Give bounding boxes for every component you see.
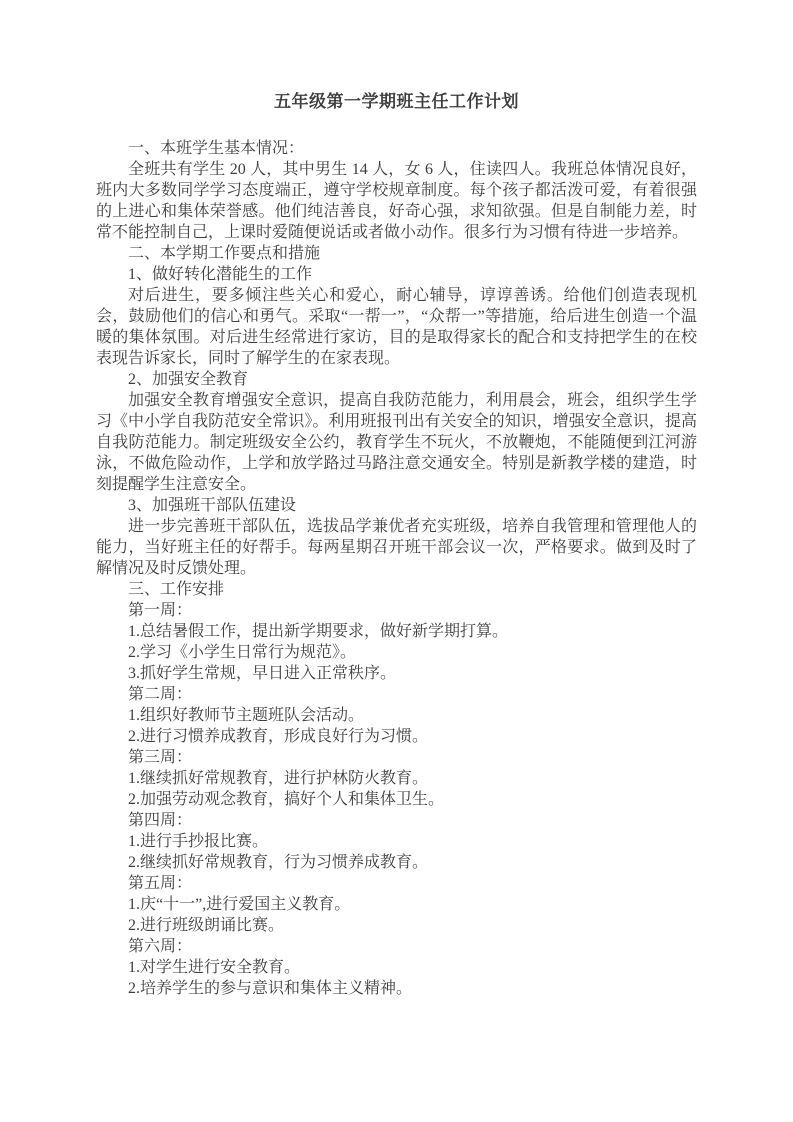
paragraph: 3、加强班干部队伍建设 — [128, 497, 297, 514]
paragraph: 一、本班学生基本情况： — [128, 140, 305, 157]
paragraph: 1.总结暑假工作，提出新学期要求，做好新学期打算。 — [128, 623, 509, 640]
paragraph: 三、工作安排 — [128, 581, 225, 598]
paragraph: 2.学习《小学生日常行为规范》。 — [128, 644, 357, 661]
paragraph: 2.继续抓好常规教育，行为习惯养成教育。 — [128, 854, 429, 871]
paragraph: 全班共有学生 20 人，其中男生 14 人，女 6 人，住读四人。我班总体情况良好，班内大多数同学学习态度端正，遵守学校规章制度。每个孩子都活泼可爱，有着很强的上进心和集体荣誉感。他们纯洁善良，好奇心强，求知欲强。但是自制能力差，时常不能控制自己，上课时爱随便说话或者做小动作。很多行为习惯有待进一步培养。 — [96, 161, 697, 241]
paragraph: 二、本学期工作要点和措施 — [128, 245, 321, 262]
paragraph: 第二周： — [128, 686, 193, 703]
paragraph: 第三周： — [128, 749, 193, 766]
paragraph: 加强安全教育增强安全意识，提高自我防范能力，利用晨会，班会，组织学生学习《中小学自我防范安全常识》。利用班报刊出有关安全的知识，增强安全意识，提高自我防范能力。制定班级安全公约，教育学生不玩火，不放鞭炮，不能随便到江河游泳，不做危险动作，上学和放学路过马路注意交通安全。特别是新教学楼的建造，时刻提醒学生注意安全。 — [96, 392, 697, 493]
paragraph: 1.继续抓好常规教育，进行护林防火教育。 — [128, 770, 429, 787]
paragraph: 对后进生，要多倾注些关心和爱心，耐心辅导，谆谆善诱。给他们创造表现机会，鼓励他们的信心和勇气。采取“一帮一”，“众帮一”等措施，给后进生创造一个温暖的集体氛围。对后进生经常进行家访，目的是取得家长的配合和支持把学生的在校表现告诉家长，同时了解学生的在家表现。 — [96, 287, 697, 367]
paragraph: 1.庆“十一”,进行爱国主义教育。 — [128, 896, 351, 913]
paragraph: 第五周： — [128, 875, 193, 892]
paragraph: 第一周： — [128, 602, 193, 619]
paragraph: 1.进行手抄报比赛。 — [128, 833, 269, 850]
document-body — [96, 138, 697, 999]
paragraph: 1.组织好教师节主题班队会活动。 — [128, 707, 365, 724]
paragraph: 3.抓好学生常规，早日进入正常秩序。 — [128, 665, 397, 682]
paragraph: 2.加强劳动观念教育，搞好个人和集体卫生。 — [128, 791, 445, 808]
document-title: 五年级第一学期班主任工作计划 — [274, 92, 519, 111]
paragraph: 2、加强安全教育 — [128, 371, 249, 388]
paragraph: 2.进行班级朗诵比赛。 — [128, 917, 285, 934]
paragraph: 1.对学生进行安全教育。 — [128, 959, 301, 976]
paragraph: 1、做好转化潜能生的工作 — [128, 266, 313, 283]
paragraph: 第四周： — [128, 812, 193, 829]
paragraph: 2.培养学生的参与意识和集体主义精神。 — [128, 980, 413, 997]
paragraph: 第六周： — [128, 938, 193, 955]
paragraph: 2.进行习惯养成教育，形成良好行为习惯。 — [128, 728, 429, 745]
paragraph: 进一步完善班干部队伍，选拔品学兼优者充实班级，培养自我管理和管理他人的能力，当好班主任的好帮手。每两星期召开班干部会议一次，严格要求。做到及时了解情况及时反馈处理。 — [96, 518, 697, 577]
